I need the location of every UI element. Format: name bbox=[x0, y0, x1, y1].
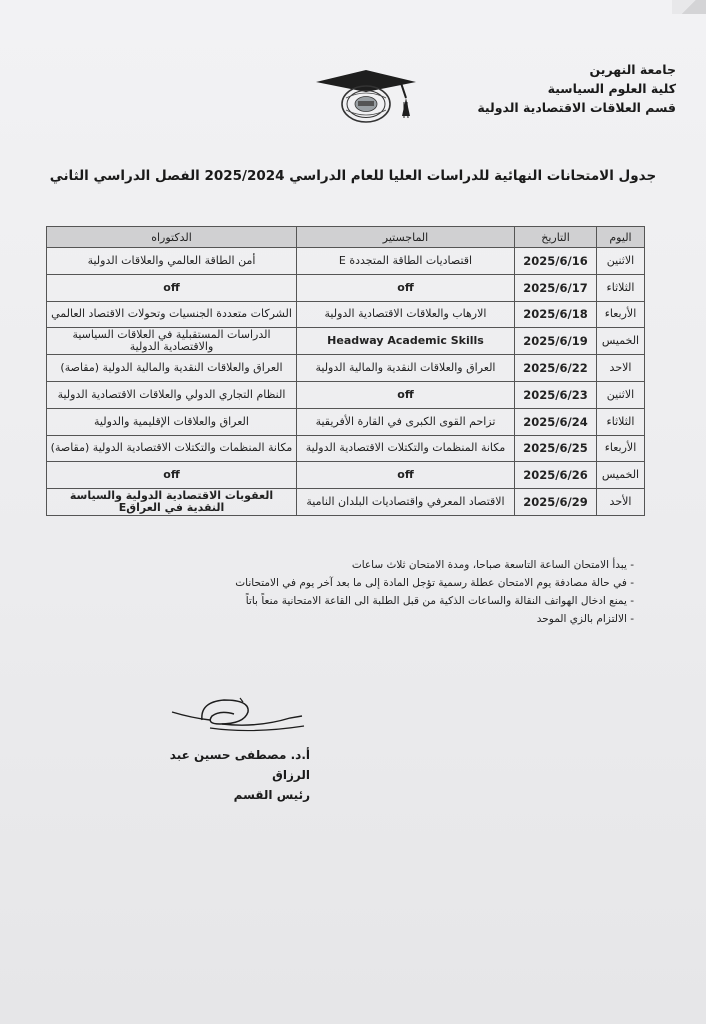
phd-cell: الدراسات المستقبلية في العلاقات السياسية والاقتصادية الدولية bbox=[47, 328, 297, 355]
phd-cell: النظام التجاري الدولي والعلاقات الاقتصادية الدولية bbox=[47, 381, 297, 408]
masters-cell: Headway Academic Skills bbox=[297, 328, 515, 355]
university-name: جامعة النهرين bbox=[589, 62, 676, 77]
department-name: قسم العلاقات الاقتصادية الدولية bbox=[477, 100, 676, 115]
exam-schedule-table bbox=[46, 226, 645, 516]
table-row bbox=[47, 435, 645, 462]
day-cell: الاحد bbox=[597, 355, 645, 382]
column-header-masters: الماجستير bbox=[297, 227, 515, 248]
column-header-day: اليوم bbox=[597, 227, 645, 248]
phd-cell: العقوبات الاقتصادية الدولية والسياسة النقدية في العراقE bbox=[47, 489, 297, 516]
note-item: - في حالة مصادفة يوم الامتحان عطلة رسمية تؤجل المادة إلى ما بعد آخر يوم في الامتحانات bbox=[235, 577, 634, 589]
table-row bbox=[47, 381, 645, 408]
date-cell: 2025/6/24 bbox=[515, 408, 597, 435]
column-header-phd: الدكتوراه bbox=[47, 227, 297, 248]
table-row bbox=[47, 248, 645, 275]
masters-cell: مكانة المنظمات والتكتلات الاقتصادية الدولية bbox=[297, 435, 515, 462]
table-row bbox=[47, 355, 645, 382]
date-cell: 2025/6/25 bbox=[515, 435, 597, 462]
masters-cell: اقتصاديات الطاقة المتجددة E bbox=[297, 248, 515, 275]
note-item: - الالتزام بالزي الموحد bbox=[536, 613, 634, 625]
table-header-row bbox=[47, 227, 645, 248]
day-cell: الاثنين bbox=[597, 381, 645, 408]
note-item: - يمنع ادخال الهواتف النقالة والساعات الذكية من قبل الطلبة الى القاعة الامتحانية منعاً باتاً bbox=[245, 595, 634, 607]
table-row bbox=[47, 328, 645, 355]
day-cell: الأحد bbox=[597, 489, 645, 516]
masters-cell: الارهاب والعلاقات الاقتصادية الدولية bbox=[297, 301, 515, 328]
phd-cell: الشركات متعددة الجنسيات وتحولات الاقتصاد العالمي bbox=[47, 301, 297, 328]
table-row bbox=[47, 301, 645, 328]
masters-cell: off bbox=[297, 274, 515, 301]
date-cell: 2025/6/26 bbox=[515, 462, 597, 489]
date-cell: 2025/6/29 bbox=[515, 489, 597, 516]
day-cell: الأربعاء bbox=[597, 435, 645, 462]
handwritten-signature bbox=[162, 694, 312, 742]
phd-cell: أمن الطاقة العالمي والعلاقات الدولية bbox=[47, 248, 297, 275]
date-cell: 2025/6/18 bbox=[515, 301, 597, 328]
phd-cell: off bbox=[47, 462, 297, 489]
date-cell: 2025/6/17 bbox=[515, 274, 597, 301]
page-title: جدول الامتحانات النهائية للدراسات العليا للعام الدراسي 2025/2024 الفصل الدراسي الثاني bbox=[49, 168, 657, 184]
masters-cell: تزاحم القوى الكبرى في القارة الأفريقية bbox=[297, 408, 515, 435]
institution-header bbox=[477, 60, 676, 117]
day-cell: الخميس bbox=[597, 462, 645, 489]
phd-cell: مكانة المنظمات والتكتلات الاقتصادية الدولية (مقاصة) bbox=[47, 435, 297, 462]
table-row bbox=[47, 462, 645, 489]
masters-cell: off bbox=[297, 381, 515, 408]
college-name: كلية العلوم السياسية bbox=[547, 81, 676, 96]
phd-cell: العراق والعلاقات الإقليمية والدولية bbox=[47, 408, 297, 435]
page-corner-fold bbox=[672, 0, 706, 14]
column-header-date: التاريخ bbox=[515, 227, 597, 248]
exam-notes bbox=[235, 556, 634, 628]
date-cell: 2025/6/22 bbox=[515, 355, 597, 382]
note-item: - يبدأ الامتحان الساعة التاسعة صباحا، ومدة الامتحان ثلاث ساعات bbox=[351, 559, 634, 571]
date-cell: 2025/6/19 bbox=[515, 328, 597, 355]
day-cell: الثلاثاء bbox=[597, 408, 645, 435]
signatory-block bbox=[150, 745, 310, 805]
day-cell: الاثنين bbox=[597, 248, 645, 275]
phd-cell: off bbox=[47, 274, 297, 301]
graduation-cap-seal-icon bbox=[312, 68, 420, 126]
day-cell: الثلاثاء bbox=[597, 274, 645, 301]
date-cell: 2025/6/23 bbox=[515, 381, 597, 408]
date-cell: 2025/6/16 bbox=[515, 248, 597, 275]
table-row bbox=[47, 408, 645, 435]
masters-cell: الاقتصاد المعرفي واقتصاديات البلدان النامية bbox=[297, 489, 515, 516]
signatory-role: رئيس القسم bbox=[233, 788, 310, 802]
masters-cell: off bbox=[297, 462, 515, 489]
table-row bbox=[47, 274, 645, 301]
phd-cell: العراق والعلاقات النقدية والمالية الدولية (مقاصة) bbox=[47, 355, 297, 382]
table-row bbox=[47, 489, 645, 516]
day-cell: الخميس bbox=[597, 328, 645, 355]
signatory-name: أ.د. مصطفى حسين عبد الرزاق bbox=[169, 748, 310, 782]
day-cell: الأربعاء bbox=[597, 301, 645, 328]
masters-cell: العراق والعلاقات النقدية والمالية الدولية bbox=[297, 355, 515, 382]
